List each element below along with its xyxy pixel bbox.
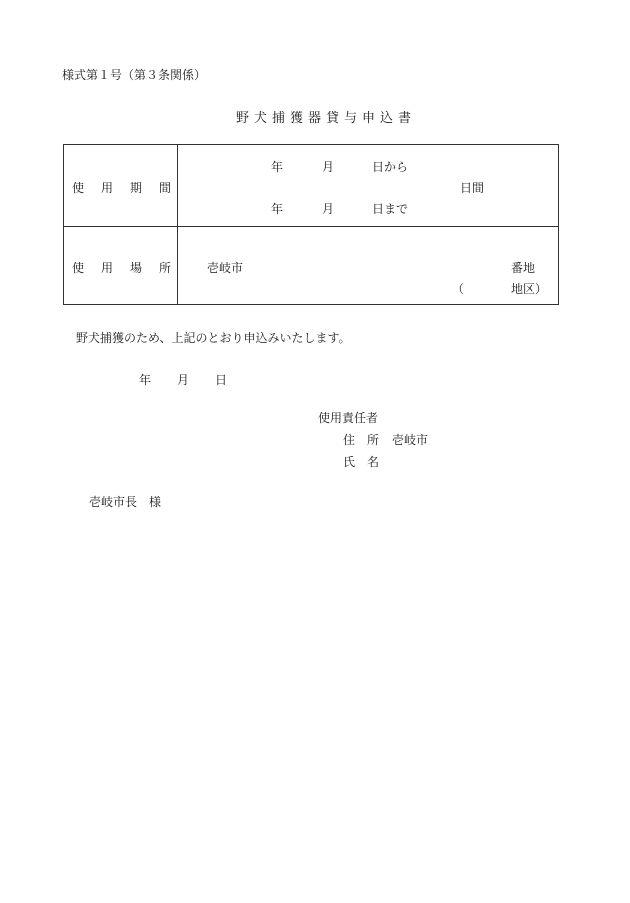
applicant-address-value: 壱岐市 [392, 433, 429, 447]
location-banchi: 番地 [511, 261, 536, 275]
date-day: 日 [215, 373, 228, 387]
location-label: 使 用 場 所 [72, 261, 172, 275]
period-from-year: 年 [271, 160, 284, 174]
location-city: 壱岐市 [207, 261, 244, 275]
table-row-divider [64, 226, 558, 227]
applicant-address-label: 住 所 [343, 433, 380, 447]
application-table [63, 144, 559, 305]
period-label: 使 用 期 間 [72, 181, 172, 195]
addressee: 壱岐市長 様 [89, 495, 162, 509]
applicant-title: 使用責任者 [318, 411, 379, 425]
period-to-month: 月 [322, 202, 335, 216]
period-days: 日間 [460, 181, 485, 195]
date-year: 年 [139, 373, 152, 387]
table-column-divider [177, 145, 178, 304]
period-from-day: 日から [372, 160, 409, 174]
document-title: 野犬捕獲器貸与申込書 [236, 111, 417, 126]
period-from-month: 月 [322, 160, 335, 174]
date-month: 月 [177, 373, 190, 387]
period-to-day: 日まで [372, 202, 409, 216]
application-statement: 野犬捕獲のため、上記のとおり申込みいたします。 [76, 331, 351, 345]
location-district: 地区） [511, 282, 548, 296]
form-number: 様式第１号（第３条関係） [62, 68, 207, 82]
applicant-name-label: 氏 名 [343, 455, 380, 469]
location-paren-open: （ [452, 282, 465, 296]
period-to-year: 年 [271, 202, 284, 216]
